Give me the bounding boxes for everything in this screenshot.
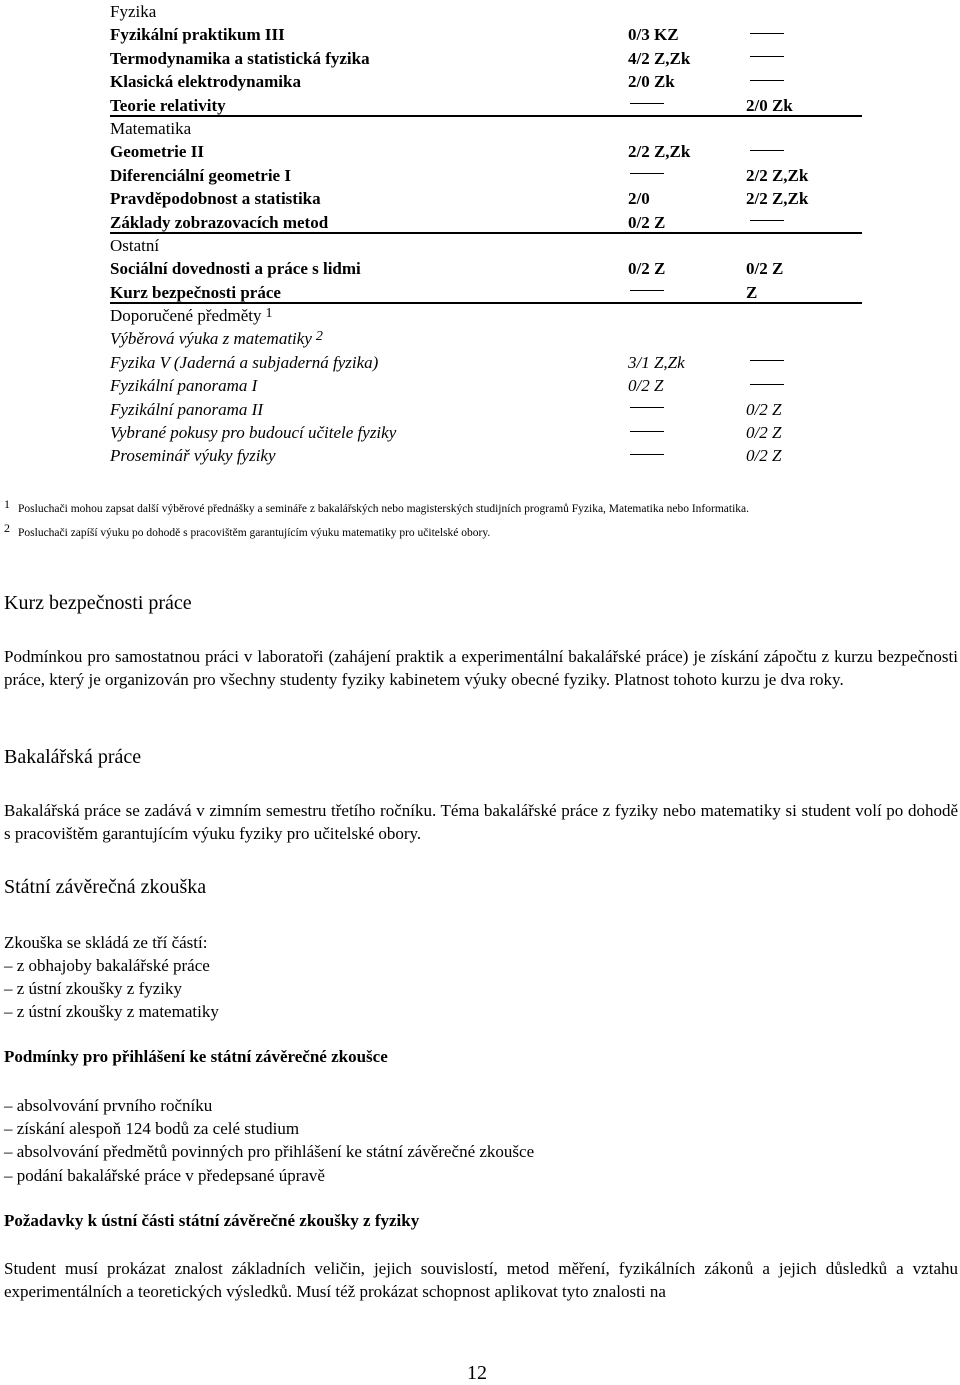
table-row	[110, 351, 862, 374]
footnote-number: 1	[4, 497, 10, 511]
table-row	[110, 140, 862, 163]
semester-2-cell: 0/2 Z	[746, 259, 784, 279]
table-row	[110, 117, 862, 140]
semester-2-cell: 0/2 Z	[746, 399, 782, 419]
course-name	[110, 327, 323, 352]
paragraph-pozadavky: Student musí prokázat znalost základních veličin, jejich souvislostí, metod měření, fyzikálních zákonů a jejich důsledků a vztahu experimentálních a teoretických výsledků. Musí též prokázat schopnost aplikovat tyto znalosti na	[4, 1259, 958, 1302]
semester-1-cell	[628, 421, 664, 444]
section-title-podminky: Podmínky pro přihlášení ke státní závěrečné zkoušce	[4, 1047, 388, 1066]
course-name-text: Diferenciální geometrie I	[110, 165, 291, 185]
semester-1-cell	[628, 398, 664, 421]
course-name	[110, 70, 301, 93]
semester-2-cell	[746, 140, 784, 163]
course-name-text: Klasická elektrodynamika	[110, 72, 301, 92]
course-name-text: Výběrová výuka z matematiky	[110, 329, 312, 349]
course-name-text: Ostatní	[110, 235, 160, 255]
table-row	[110, 374, 862, 397]
table-row	[110, 281, 862, 304]
course-name-text: Termodynamika a statistická fyzika	[110, 48, 370, 68]
table-row	[110, 187, 862, 210]
course-name-text: Matematika	[110, 118, 192, 138]
table-row	[110, 211, 862, 234]
table-row	[110, 23, 862, 46]
semester-1-cell: 0/2 Z	[628, 212, 666, 232]
semester-1-cell: 3/1 Z,Zk	[628, 352, 685, 372]
course-name	[110, 281, 281, 304]
course-name	[110, 304, 273, 329]
course-name-text: Vybrané pokusy pro budoucí učitele fyziky	[110, 423, 397, 443]
semester-1-cell: 0/3 KZ	[628, 25, 679, 45]
course-name-text: Kurz bezpečnosti práce	[110, 282, 281, 302]
table-row	[110, 444, 862, 467]
section-title-bakalarska: Bakalářská práce	[4, 746, 142, 768]
semester-2-cell: 0/2 Z	[746, 423, 782, 443]
course-name	[110, 187, 321, 210]
course-name	[110, 234, 159, 257]
course-name	[110, 94, 226, 117]
course-name	[110, 374, 257, 397]
podminky-item: – podání bakalářské práce v předepsané úpravě	[4, 1166, 325, 1185]
semester-2-cell: 2/2 Z,Zk	[746, 165, 809, 185]
footnote-text: Posluchači mohou zapsat další výběrové přednášky a semináře z bakalářských nebo magisterských studijních programů Fyzika, Matematika nebo Informatika.	[18, 503, 749, 515]
semester-2-cell	[746, 351, 784, 374]
course-name-text: Fyzikální praktikum III	[110, 25, 285, 45]
course-name-text: Fyzika	[110, 2, 157, 21]
course-name	[110, 421, 396, 444]
podminky-item: – absolvování předmětů povinných pro přihlášení ke státní závěrečné zkoušce	[4, 1142, 535, 1161]
course-name-text: Základy zobrazovacích metod	[110, 212, 329, 232]
table-row	[110, 327, 862, 350]
table-row	[110, 421, 862, 444]
course-name	[110, 23, 285, 46]
szz-item: – z obhajoby bakalářské práce	[4, 956, 210, 975]
table-row	[110, 234, 862, 257]
course-name	[110, 257, 361, 280]
footnote-text: Posluchači zapíší výuku po dohodě s pracovištěm garantujícím výuku matematiky pro učitelské obory.	[18, 527, 491, 539]
course-name-text: Fyzika V (Jaderná a subjaderná fyzika)	[110, 352, 379, 372]
paragraph-bakalarska: Bakalářská práce se zadává v zimním semestru třetího ročníku. Téma bakalářské práce z fyziky nebo matematiky si student volí po dohodě s pracovištěm garantujícím výuku fyziky pro učitelské obory.	[4, 801, 958, 844]
semester-2-cell	[746, 23, 784, 46]
table-row	[110, 70, 862, 93]
table-row	[110, 0, 862, 23]
table-row	[110, 304, 862, 327]
table-row	[110, 47, 862, 70]
section-title-kurz: Kurz bezpečnosti práce	[4, 592, 192, 614]
page-number: 12	[467, 1362, 487, 1384]
section-title-pozadavky: Požadavky k ústní části státní závěrečné zkoušky z fyziky	[4, 1211, 420, 1230]
semester-1-cell: 0/2 Z	[628, 259, 666, 279]
szz-item: – z ústní zkoušky z matematiky	[4, 1002, 219, 1021]
course-name-text: Sociální dovednosti a práce s lidmi	[110, 259, 361, 279]
course-name	[110, 444, 276, 467]
semester-2-cell: 2/2 Z,Zk	[746, 189, 809, 209]
semester-2-cell	[746, 70, 784, 93]
semester-2-cell	[746, 374, 784, 397]
course-name-text: Doporučené předměty	[110, 306, 262, 326]
course-name-text: Pravděpodobnost a statistika	[110, 189, 321, 209]
semester-1-cell: 4/2 Z,Zk	[628, 48, 691, 68]
footnote-number: 2	[4, 521, 10, 535]
szz-item: – z ústní zkoušky z fyziky	[4, 979, 182, 998]
table-row	[110, 164, 862, 187]
semester-2-cell	[746, 47, 784, 70]
podminky-item: – absolvování prvního ročníku	[4, 1096, 213, 1115]
table-row	[110, 94, 862, 117]
course-name	[110, 164, 291, 187]
course-name-text: Fyzikální panorama I	[110, 376, 258, 396]
course-table	[110, 0, 862, 468]
footnote-ref: 2	[315, 329, 323, 345]
semester-2-cell: Z	[746, 282, 758, 302]
semester-1-cell	[628, 164, 664, 187]
table-row	[110, 257, 862, 280]
course-name	[110, 47, 370, 70]
course-name	[110, 211, 328, 234]
footnote-ref: 1	[265, 306, 273, 322]
szz-intro: Zkouška se skládá ze tří částí:	[4, 933, 208, 952]
semester-2-cell: 0/2 Z	[746, 446, 782, 466]
semester-1-cell: 2/0	[628, 189, 650, 209]
course-name	[110, 0, 156, 23]
semester-1-cell: 0/2 Z	[628, 376, 664, 396]
semester-1-cell	[628, 444, 664, 467]
table-row	[110, 398, 862, 421]
course-name-text: Geometrie II	[110, 142, 204, 162]
course-name-text: Teorie relativity	[110, 95, 226, 115]
semester-1-cell	[628, 281, 664, 304]
semester-1-cell: 2/0 Zk	[628, 72, 675, 92]
course-name	[110, 398, 263, 421]
semester-1-cell	[628, 94, 664, 117]
semester-1-cell: 2/2 Z,Zk	[628, 142, 691, 162]
podminky-item: – získání alespoň 124 bodů za celé studium	[4, 1119, 300, 1138]
course-name	[110, 140, 204, 163]
course-name-text: Fyzikální panorama II	[110, 399, 263, 419]
course-name	[110, 117, 191, 140]
semester-2-cell: 2/0 Zk	[746, 95, 793, 115]
section-title-szz: Státní závěrečná zkouška	[4, 876, 207, 898]
paragraph-kurz: Podmínkou pro samostatnou práci v laboratoři (zahájení praktik a experimentální bakalářské práce) je získání zápočtu z kurzu bezpečnosti práce, který je organizován pro všechny studenty fyziky kabinetem výuky obecné fyziky. Platnost tohoto kurzu je dva roky.	[4, 647, 958, 690]
course-name-text: Proseminář výuky fyziky	[110, 446, 276, 466]
course-name	[110, 351, 378, 374]
semester-2-cell	[746, 211, 784, 234]
